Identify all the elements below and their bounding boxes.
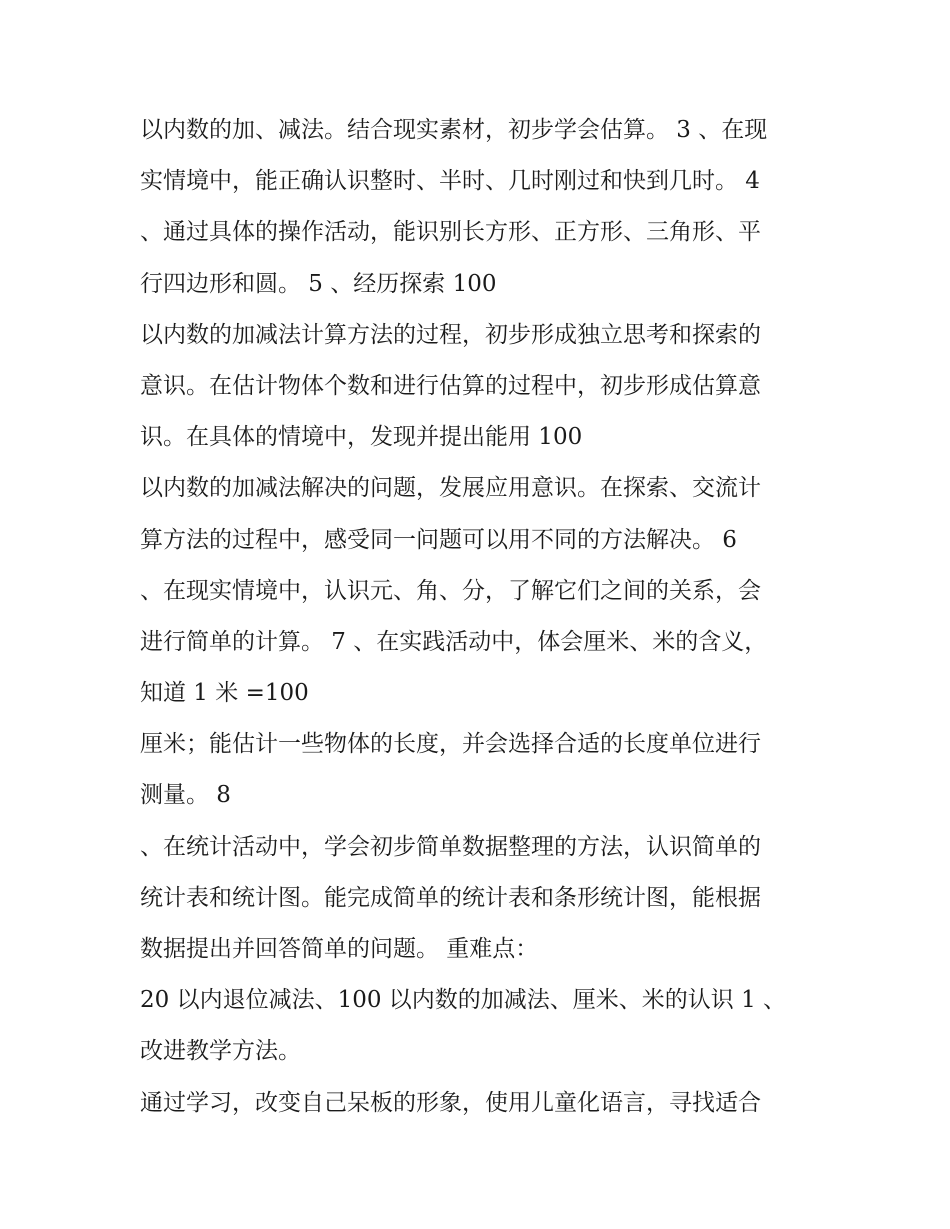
document-body (140, 105, 820, 1129)
text-line: 测量。 8 (140, 782, 231, 809)
text-line: 厘米；能估计一些物体的长度，并会选择合适的长度单位进行 (140, 731, 761, 758)
text-line: 数据提出并回答简单的问题。 重难点： (140, 936, 539, 962)
text-line: 以内数的加减法计算方法的过程，初步形成独立思考和探索的 (140, 321, 761, 348)
text-line: 以内数的加减法解决的问题，发展应用意识。在探索、交流计 (140, 475, 761, 502)
text-line: 、在统计活动中，学会初步简单数据整理的方法，认识简单的 (140, 833, 761, 860)
text-line: 以内数的加、减法。结合现实素材，初步学会估算。 3 、在现 (140, 117, 768, 143)
text-line: 20 以内退位减法、100 以内数的加减法、厘米、米的认识 1 、 (140, 987, 787, 1014)
text-line: 算方法的过程中，感受同一问题可以用不同的方法解决。 6 (140, 526, 737, 553)
text-line: 意识。在估计物体个数和进行估算的过程中，初步形成估算意 (140, 372, 761, 399)
text-line: 行四边形和圆。 5 、经历探索 100 (140, 270, 497, 297)
text-line: 进行简单的计算。 7 、在实践活动中，体会厘米、米的含义， (140, 628, 768, 655)
text-line: 实情境中，能正确认识整时、半时、几时刚过和快到几时。 4 (140, 168, 760, 195)
text-line: 知道 1 米 =100 (140, 680, 309, 707)
text-line: 、在现实情境中，认识元、角、分，了解它们之间的关系，会 (140, 577, 761, 604)
text-line: 改进教学方法。 (140, 1038, 301, 1065)
text-line: 、通过具体的操作活动，能识别长方形、正方形、三角形、平 (140, 219, 761, 246)
text-line: 识。在具体的情境中，发现并提出能用 100 (140, 424, 583, 451)
text-line: 通过学习，改变自己呆板的形象，使用儿童化语言，寻找适合 (140, 1089, 761, 1116)
text-line: 统计表和统计图。能完成简单的统计表和条形统计图，能根据 (140, 884, 761, 911)
